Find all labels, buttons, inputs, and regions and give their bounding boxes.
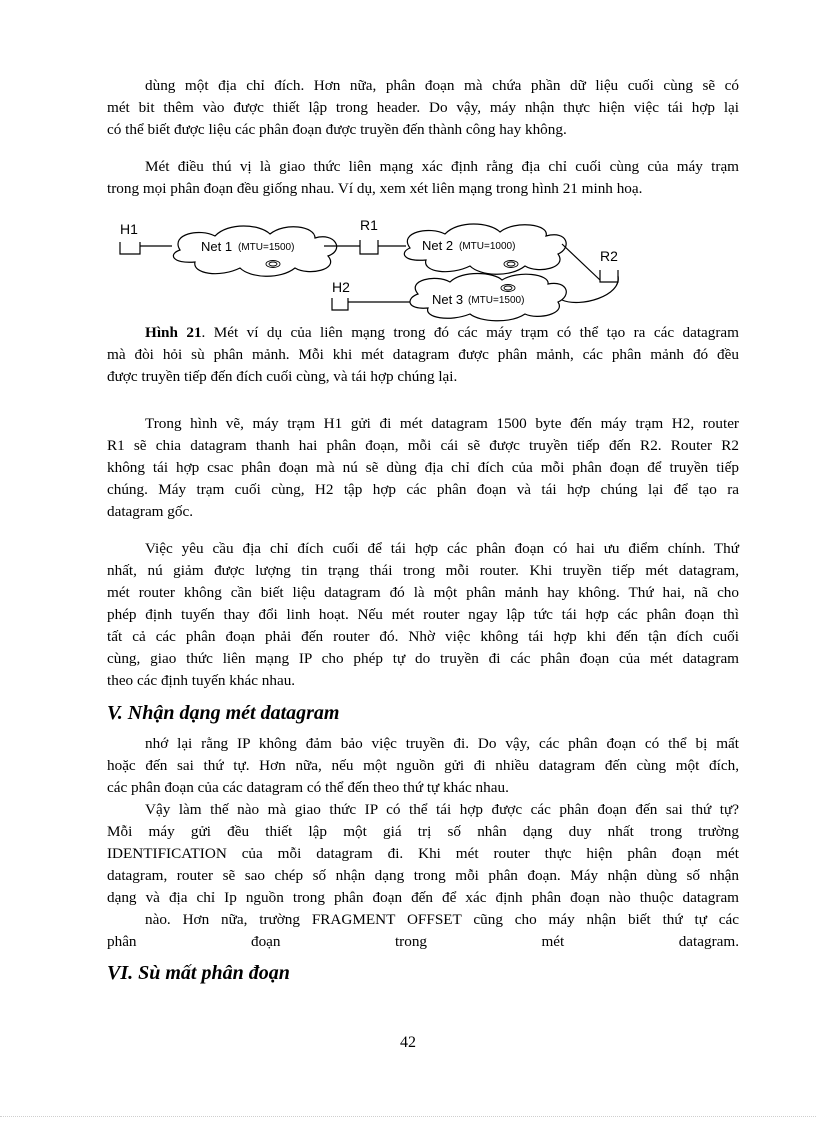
- page-bottom-divider: [0, 1116, 816, 1117]
- text-line: Mỗi máy gửi đều thiết lập một giá trị số nhân dạng duy nhất trong trường: [107, 823, 739, 840]
- internet-diagram: [110, 214, 650, 324]
- paragraph-body-1: [107, 413, 739, 523]
- text-line: nhất, nú giảm được lượng tin trạng thái trong mỗi router. Khi truyền tiếp mét datagram,: [107, 562, 739, 579]
- paragraph-intro-2: [107, 156, 739, 200]
- net2-label: Net 2: [422, 238, 454, 253]
- text-line: chúng. Máy trạm cuối cùng, H2 tập hợp các phân đoạn và tái hợp chúng lại để tạo ra: [107, 481, 739, 498]
- text-line: IDENTIFICATION của mỗi datagram đi. Khi mét router thực hiện phân đoạn mét: [107, 845, 739, 862]
- text-line: Mét điều thú vị là giao thức liên mạng xác định rằng địa chỉ cuối cùng của máy trạm: [145, 158, 739, 175]
- text-line: có thể biết được liệu các phân đoạn được truyền đến thành công hay không.: [107, 121, 567, 138]
- paragraph-intro-1: [107, 75, 739, 141]
- text-line: dạng và địa chỉ Ip nguồn trong phân đoạn đến để xác định phân đoạn nào thuộc datagram: [107, 889, 739, 906]
- net2-mtu: (MTU=1000): [459, 241, 516, 252]
- section-heading-v: V. Nhận dạng mét datagram: [107, 702, 340, 724]
- paragraph-section5-2: [107, 799, 739, 909]
- router-icon: [600, 270, 618, 282]
- caption-text: Mét ví dụ của liên mạng trong đó các máy trạm có thể tạo ra các datagram: [213, 324, 739, 341]
- text-line: datagram, router sẽ sao chép số nhận dạng trong mỗi phân đoạn. Máy nhận dùng số nhận: [107, 867, 739, 884]
- text-line: nào. Hơn nữa, trường FRAGMENT OFFSET cũng cho máy nhận biết thứ tự các: [145, 911, 739, 928]
- paragraph-section5-1: [107, 733, 739, 799]
- text-line: được truyền tiếp đến đích cuối cùng, và tái hợp chúng lại.: [107, 368, 458, 385]
- figure-caption: [107, 322, 739, 388]
- text-line: Việc yêu cầu địa chỉ đích cuối để tái hợp các phân đoạn có hai ưu điểm chính. Thứ: [145, 540, 739, 557]
- link-line: [562, 244, 600, 280]
- link-line: [562, 276, 618, 303]
- net3-mtu: (MTU=1500): [468, 295, 525, 306]
- text-line: cùng, giao thức liên mạng IP cho phép tự do truyền đi các phân đoạn của mét datagram: [107, 650, 739, 667]
- section-heading-vi: VI. Sù mất phân đoạn: [107, 962, 290, 984]
- caption-label: Hình 21: [145, 324, 202, 341]
- text-line: tất cả các phân đoạn phải đến router đó. Nhờ việc không tái hợp khi đến tận đích cuối: [107, 628, 739, 645]
- text-line: theo các định tuyến khác nhau.: [107, 672, 296, 689]
- coil-icon: [501, 285, 515, 292]
- text-line: không tái hợp csac phân đoạn mà nú sẽ dùng địa chỉ đích của mỗi phân đoạn để truyền tiếp: [107, 459, 739, 476]
- text-line: các phân đoạn của các datagram có thể đến theo thứ tự khác nhau.: [107, 779, 509, 796]
- text-line: dùng một địa chỉ đích. Hơn nữa, phân đoạn mà chứa phần dữ liệu cuối cùng sẽ có: [145, 77, 739, 94]
- router-icon: [360, 240, 378, 254]
- text-line: datagram gốc.: [107, 503, 194, 520]
- text-line: Vậy làm thế nào mà giao thức IP có thể tái hợp được các phân đoạn đến sai thứ tự?: [145, 801, 739, 818]
- text-line: phép định tuyến thay đổi linh hoạt. Nếu mét router ngay lập tức tái hợp các phân đoạn thì: [107, 606, 739, 623]
- text-line: Trong hình vẽ, máy trạm H1 gửi đi mét datagram 1500 byte đến máy trạm H2, router: [145, 415, 739, 432]
- host-label-h2: H2: [332, 279, 350, 295]
- text-line: trong mọi phân đoạn đều giống nhau. Ví dụ, xem xét liên mạng trong hình 21 minh hoạ.: [107, 180, 643, 197]
- router-label-r1: R1: [360, 217, 378, 233]
- text-line: Hình 21. Mét ví dụ của liên mạng trong đó các máy trạm có thể tạo ra các datagram: [145, 324, 739, 341]
- host-icon: [120, 242, 140, 254]
- coil-icon: [266, 261, 280, 268]
- page-number: 42: [400, 1034, 416, 1051]
- paragraph-section5-3: [107, 909, 739, 953]
- net1-label: Net 1: [201, 239, 233, 254]
- paragraph-body-2: [107, 538, 739, 692]
- host-label-h1: H1: [120, 221, 138, 237]
- net1-mtu: (MTU=1500): [238, 242, 295, 253]
- text-line: nhớ lại rằng IP không đảm bảo việc truyền đi. Do vậy, các phân đoạn có thể bị mất: [145, 735, 739, 752]
- coil-icon: [504, 261, 518, 268]
- text-line: R1 sẽ chia datagram thanh hai phân đoạn, mỗi cái sẽ được truyền tiếp đến R2. Router R2: [107, 437, 739, 454]
- text-line: mà đòi hỏi sù phân mảnh. Mỗi khi mét datagram được phân mảnh, các phân mảnh đó đều: [107, 346, 739, 363]
- router-label-r2: R2: [600, 248, 618, 264]
- text-line: mét bit thêm vào được thiết lập trong header. Do vậy, máy nhận thực hiện việc tái hợp lại: [107, 99, 739, 116]
- net3-label: Net 3: [432, 292, 464, 307]
- host-icon: [332, 298, 348, 310]
- text-line: phân đoạn trong mét datagram.: [107, 933, 739, 950]
- text-line: mét router không cần biết liệu datagram đó là một phân mảnh hay không. Thứ hai, nã cho: [107, 584, 739, 601]
- text-line: hoặc đến sai thứ tự. Hơn nữa, nếu một nguồn gửi đi nhiều datagram đến cùng một đích,: [107, 757, 739, 774]
